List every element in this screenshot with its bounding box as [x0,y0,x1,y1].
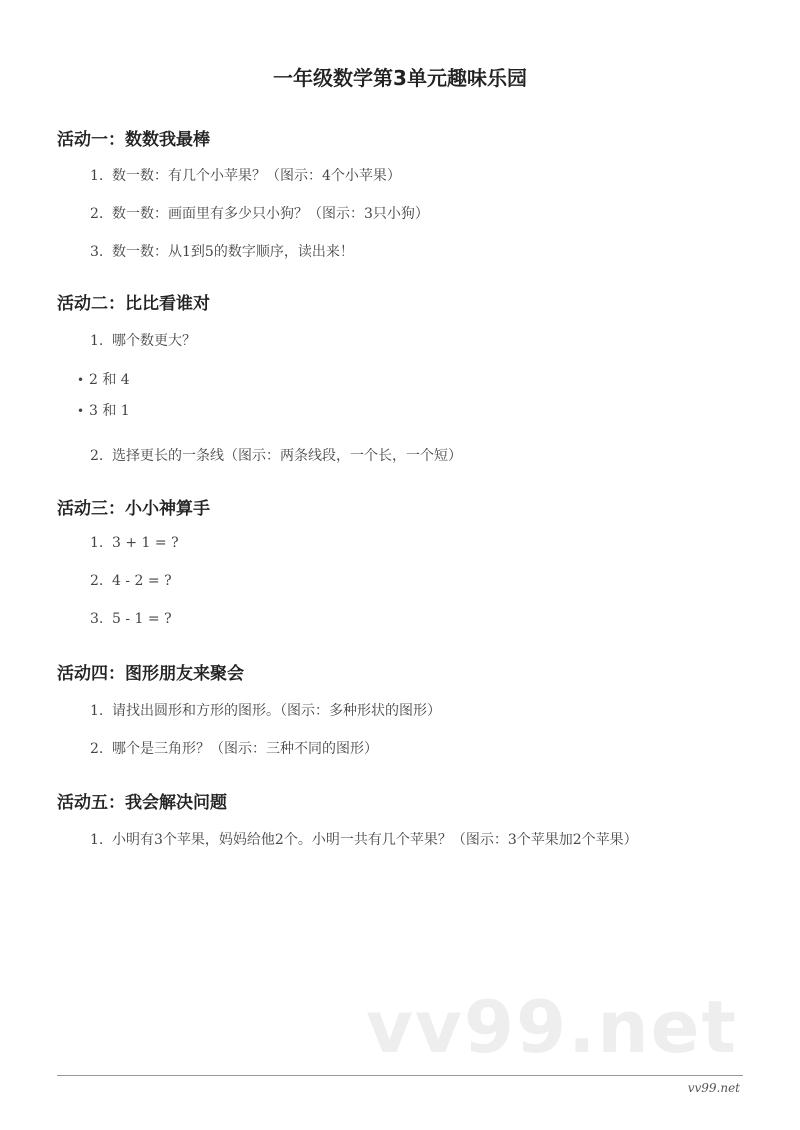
item-number: 1. [90,168,104,184]
activity-2-item-2 [90,445,462,465]
footer-divider [57,1075,743,1076]
footer-text: vv99.net [687,1081,740,1095]
page-title: 一年级数学第3单元趣味乐园 [273,66,527,90]
activity-2-bullet-2 [77,400,130,420]
item-text: 数一数：有几个小苹果？（图示：4个小苹果） [112,168,401,184]
item-number: 1. [90,333,104,349]
item-number: 1. [90,703,104,719]
item-text: 3 + 1 = ? [112,535,179,551]
activity-4-heading: 活动四：图形朋友来聚会 [57,664,244,684]
item-text: 5 - 1 = ? [112,611,172,627]
item-number: 3. [90,611,104,627]
bullet-dot-icon: • [77,373,85,387]
item-text: 选择更长的一条线（图示：两条线段，一个长，一个短） [112,448,462,464]
item-text: 4 - 2 = ? [112,573,172,589]
item-number: 2. [90,741,104,757]
item-number: 2. [90,206,104,222]
activity-5-item-1 [90,829,638,849]
activity-1-item-3 [90,241,354,261]
activity-2-item-1 [90,330,196,350]
activity-1-item-1 [90,165,401,185]
item-number: 2. [90,448,104,464]
activity-2-bullet-1 [77,369,130,389]
item-number: 1. [90,832,104,848]
item-text: 请找出圆形和方形的图形。（图示：多种形状的图形） [112,703,441,719]
item-text: 哪个数更大？ [112,333,196,349]
activity-5-heading: 活动五：我会解决问题 [57,793,227,813]
item-text: 数一数：画面里有多少只小狗？（图示：3只小狗） [112,206,429,222]
activity-3-item-3 [90,611,172,627]
activity-3-heading: 活动三：小小神算手 [57,499,210,519]
activity-1-heading: 活动一：数数我最棒 [57,130,210,150]
item-text: 小明有3个苹果，妈妈给他2个。小明一共有几个苹果？（图示：3个苹果加2个苹果） [112,832,638,848]
item-number: 1. [90,535,104,551]
activity-2-heading: 活动二：比比看谁对 [57,294,210,314]
activity-1-item-2 [90,203,429,223]
item-text: 数一数：从1到5的数字顺序，读出来！ [112,244,354,260]
bullet-dot-icon: • [77,404,85,418]
activity-3-item-1 [90,535,179,551]
watermark: vv99.net [366,985,738,1069]
item-text: 哪个是三角形？（图示：三种不同的图形） [112,741,378,757]
activity-4-item-2 [90,738,378,758]
activity-3-item-2 [90,573,172,589]
bullet-text: 2 和 4 [89,372,130,388]
item-number: 2. [90,573,104,589]
item-number: 3. [90,244,104,260]
bullet-text: 3 和 1 [89,403,130,419]
activity-4-item-1 [90,700,441,720]
